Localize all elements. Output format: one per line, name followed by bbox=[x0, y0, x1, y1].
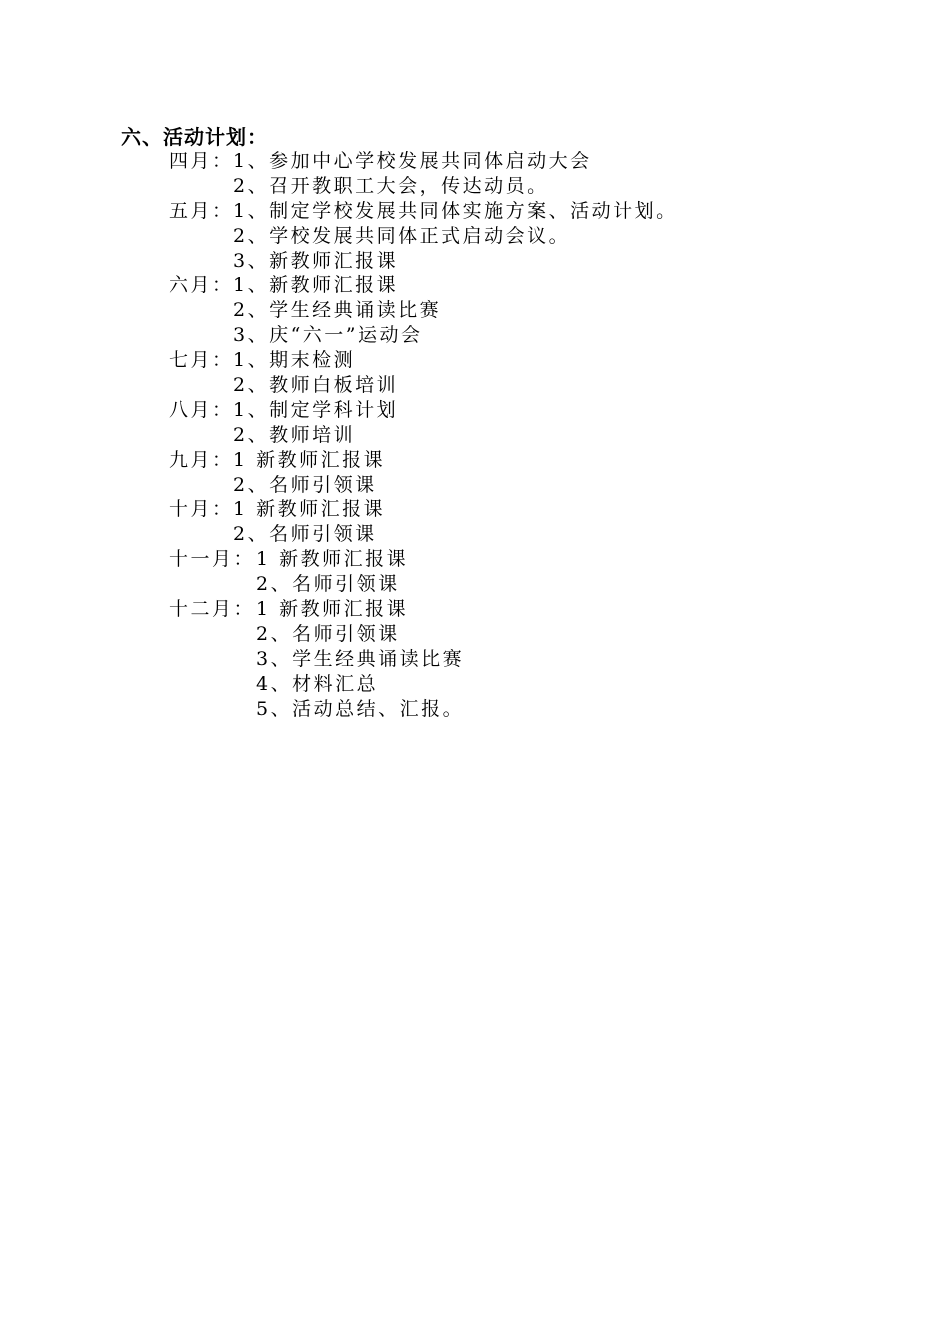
month-label: 五月： bbox=[169, 199, 234, 222]
plan-row bbox=[169, 473, 678, 498]
plan-row bbox=[169, 672, 678, 697]
plan-item: 2、名师引领课 bbox=[256, 573, 400, 596]
plan-row bbox=[169, 423, 678, 448]
month-label: 六月： bbox=[169, 274, 234, 297]
plan-row bbox=[169, 323, 678, 348]
plan-row bbox=[169, 497, 678, 522]
plan-row bbox=[169, 622, 678, 647]
plan-item: 1 新教师汇报课 bbox=[233, 448, 386, 471]
plan-row bbox=[169, 273, 678, 298]
plan-item: 4、材料汇总 bbox=[256, 672, 379, 695]
plan-item: 3、学生经典诵读比赛 bbox=[256, 647, 465, 670]
plan-row bbox=[169, 572, 678, 597]
plan-row bbox=[169, 647, 678, 672]
month-label: 十月： bbox=[169, 498, 234, 521]
month-label: 十一月： bbox=[169, 548, 256, 571]
month-label: 九月： bbox=[169, 448, 234, 471]
plan-row bbox=[169, 398, 678, 423]
plan-row bbox=[169, 373, 678, 398]
plan-row bbox=[169, 149, 678, 174]
plan-item: 3、庆“六一”运动会 bbox=[233, 324, 423, 347]
plan-item: 2、教师培训 bbox=[233, 423, 356, 446]
plan-item: 1 新教师汇报课 bbox=[256, 598, 409, 621]
plan-item: 1 新教师汇报课 bbox=[256, 548, 409, 571]
plan-item: 2、名师引领课 bbox=[256, 622, 400, 645]
section-heading: 六、活动计划： bbox=[121, 125, 268, 149]
plan-item: 2、学校发展共同体正式启动会议。 bbox=[233, 224, 571, 247]
plan-row bbox=[169, 547, 678, 572]
activity-plan-list bbox=[169, 149, 678, 721]
plan-item: 2、名师引领课 bbox=[233, 523, 377, 546]
plan-item: 2、学生经典诵读比赛 bbox=[233, 299, 442, 322]
plan-row bbox=[169, 448, 678, 473]
plan-item: 1、新教师汇报课 bbox=[233, 274, 399, 297]
plan-item: 5、活动总结、汇报。 bbox=[256, 697, 465, 720]
plan-row bbox=[169, 249, 678, 274]
plan-item: 2、教师白板培训 bbox=[233, 374, 399, 397]
month-label: 七月： bbox=[169, 349, 234, 372]
plan-row bbox=[169, 597, 678, 622]
plan-row bbox=[169, 199, 678, 224]
plan-item: 3、新教师汇报课 bbox=[233, 249, 399, 272]
plan-item: 1、参加中心学校发展共同体启动大会 bbox=[233, 150, 592, 172]
plan-row bbox=[169, 224, 678, 249]
month-label: 十二月： bbox=[169, 598, 256, 621]
plan-item: 1 新教师汇报课 bbox=[233, 498, 386, 521]
plan-row bbox=[169, 697, 678, 722]
plan-row bbox=[169, 522, 678, 547]
plan-row bbox=[169, 348, 678, 373]
plan-item: 1、制定学校发展共同体实施方案、活动计划。 bbox=[233, 199, 678, 222]
plan-row bbox=[169, 298, 678, 323]
plan-item: 2、名师引领课 bbox=[233, 473, 377, 496]
month-label: 八月： bbox=[169, 398, 234, 421]
plan-item: 2、召开教职工大会，传达动员。 bbox=[233, 174, 549, 197]
month-label: 四月： bbox=[169, 150, 234, 172]
plan-item: 1、制定学科计划 bbox=[233, 398, 399, 421]
plan-item: 1、期末检测 bbox=[233, 349, 356, 372]
plan-row bbox=[169, 174, 678, 199]
